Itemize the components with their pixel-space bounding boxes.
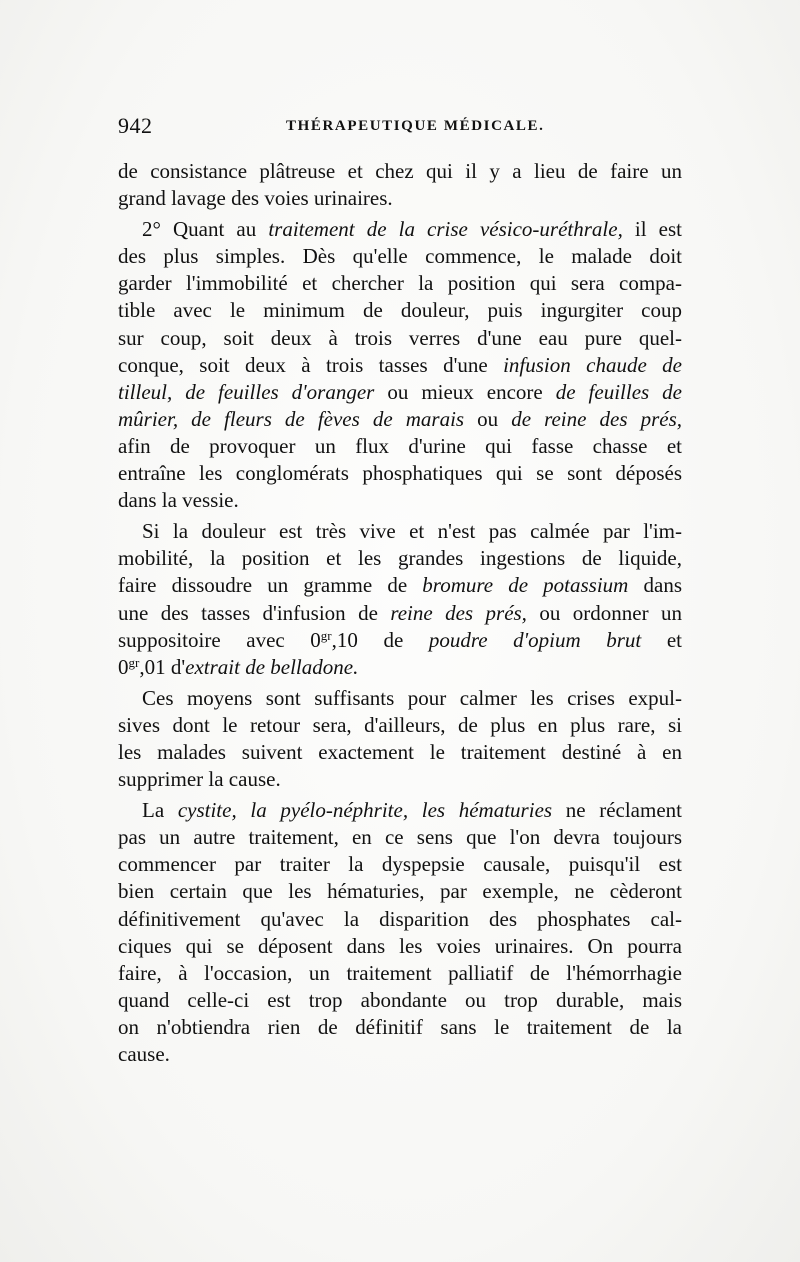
text-span: 0 [118, 654, 129, 679]
text-span: ,10 de [331, 627, 429, 652]
text-line: des plus simples. Dès qu'elle commence, le malade doit [118, 244, 682, 269]
page-number: 942 [118, 113, 153, 138]
text-span: ou [464, 406, 512, 431]
italic-span: tilleul, de feuilles d'oranger [118, 379, 375, 404]
text-line: quand celle-ci est trop abondante ou trop durable, mais [118, 987, 682, 1012]
text-line: sives dont le retour sera, d'ailleurs, de plus en plus rare, si [118, 712, 682, 737]
text-span: dans [628, 573, 682, 598]
text-line: pas un autre traitement, en ce sens que l'on devra toujours [118, 825, 682, 850]
text-line: ciques qui se déposent dans les voies urinaires. On pourra [118, 933, 682, 958]
text-span: et [641, 627, 683, 652]
italic-span: extrait de belladone. [185, 654, 359, 679]
text-line: garder l'immobilité et chercher la position qui sera compa- [118, 271, 682, 296]
italic-span: traitement de la crise vésico-uréthrale, [268, 217, 623, 242]
text-span: ou mieux encore [374, 379, 556, 404]
body-text [118, 158, 682, 1068]
page-header [118, 113, 682, 143]
italic-span: de reine des prés, [511, 406, 682, 431]
text-line: faire, à l'occasion, un traitement palliatif de l'hémorrhagie [118, 960, 682, 985]
text-span: ou ordonner un [526, 600, 682, 625]
text-line: Si la douleur est très vive et n'est pas calmée par l'im- [142, 519, 682, 544]
text-line [118, 600, 682, 627]
text-line [118, 379, 682, 406]
italic-span: reine des prés, [390, 600, 527, 625]
text-line: cause. [118, 1042, 170, 1066]
text-line: commencer par traiter la dyspepsie causale, puisqu'il est [118, 852, 682, 877]
italic-span: de feuilles de [555, 379, 683, 404]
italic-span: poudre d'opium brut [428, 627, 642, 652]
text-span: il est [622, 217, 682, 242]
text-line: les malades suivent exactement le traitement destiné à en [118, 739, 682, 764]
text-span: ne réclament [552, 798, 682, 823]
italic-span: infusion chaude de [503, 352, 683, 377]
text-line: Ces moyens sont suffisants pour calmer les crises expul- [142, 685, 682, 710]
text-line [118, 627, 682, 654]
superscript: gr [128, 654, 140, 670]
text-line: sur coup, soit deux à trois verres d'une eau pure quel- [118, 325, 682, 350]
text-span: 2° Quant au [142, 217, 269, 242]
text-line: mobilité, la position et les grandes ingestions de liquide, [118, 546, 682, 571]
text-line: grand lavage des voies urinaires. [118, 186, 393, 211]
text-span: faire dissoudre un gramme de [118, 573, 423, 598]
text-line [118, 572, 682, 599]
text-line [118, 216, 682, 243]
text-line: de consistance plâtreuse et chez qui il y a lieu de faire un [118, 159, 682, 183]
text-span: La [142, 798, 178, 823]
text-span: ,01 d' [139, 654, 186, 679]
italic-span: cystite, la pyélo-néphrite, les hématuries [177, 798, 553, 823]
text-line: définitivement qu'avec la disparition des phosphates cal- [118, 906, 682, 931]
text-line: tible avec le minimum de douleur, puis ingurgiter coup [118, 298, 682, 323]
text-line: entraîne les conglomérats phosphatiques qui se sont déposés [118, 461, 682, 486]
text-line: bien certain que les hématuries, par exemple, ne cèderont [118, 879, 682, 904]
text-line [118, 352, 682, 379]
italic-span: mûrier, de fleurs de fèves de marais [118, 406, 465, 431]
superscript: gr [320, 627, 332, 643]
text-span: une des tasses d'infusion de [118, 600, 391, 625]
text-line: afin de provoquer un flux d'urine qui fasse chasse et [118, 433, 682, 458]
text-span: conque, soit deux à trois tasses d'une [118, 352, 504, 377]
italic-span: bromure de potassium [422, 573, 629, 598]
running-head: THÉRAPEUTIQUE MÉDICALE. [286, 118, 545, 134]
text-line: on n'obtiendra rien de définitif sans le traitement de la [118, 1014, 682, 1039]
text-line [118, 797, 682, 824]
text-span: suppositoire avec 0 [118, 627, 321, 652]
text-line [118, 654, 682, 681]
text-line: dans la vessie. [118, 488, 239, 513]
text-line: supprimer la cause. [118, 767, 281, 792]
text-line [118, 406, 682, 433]
